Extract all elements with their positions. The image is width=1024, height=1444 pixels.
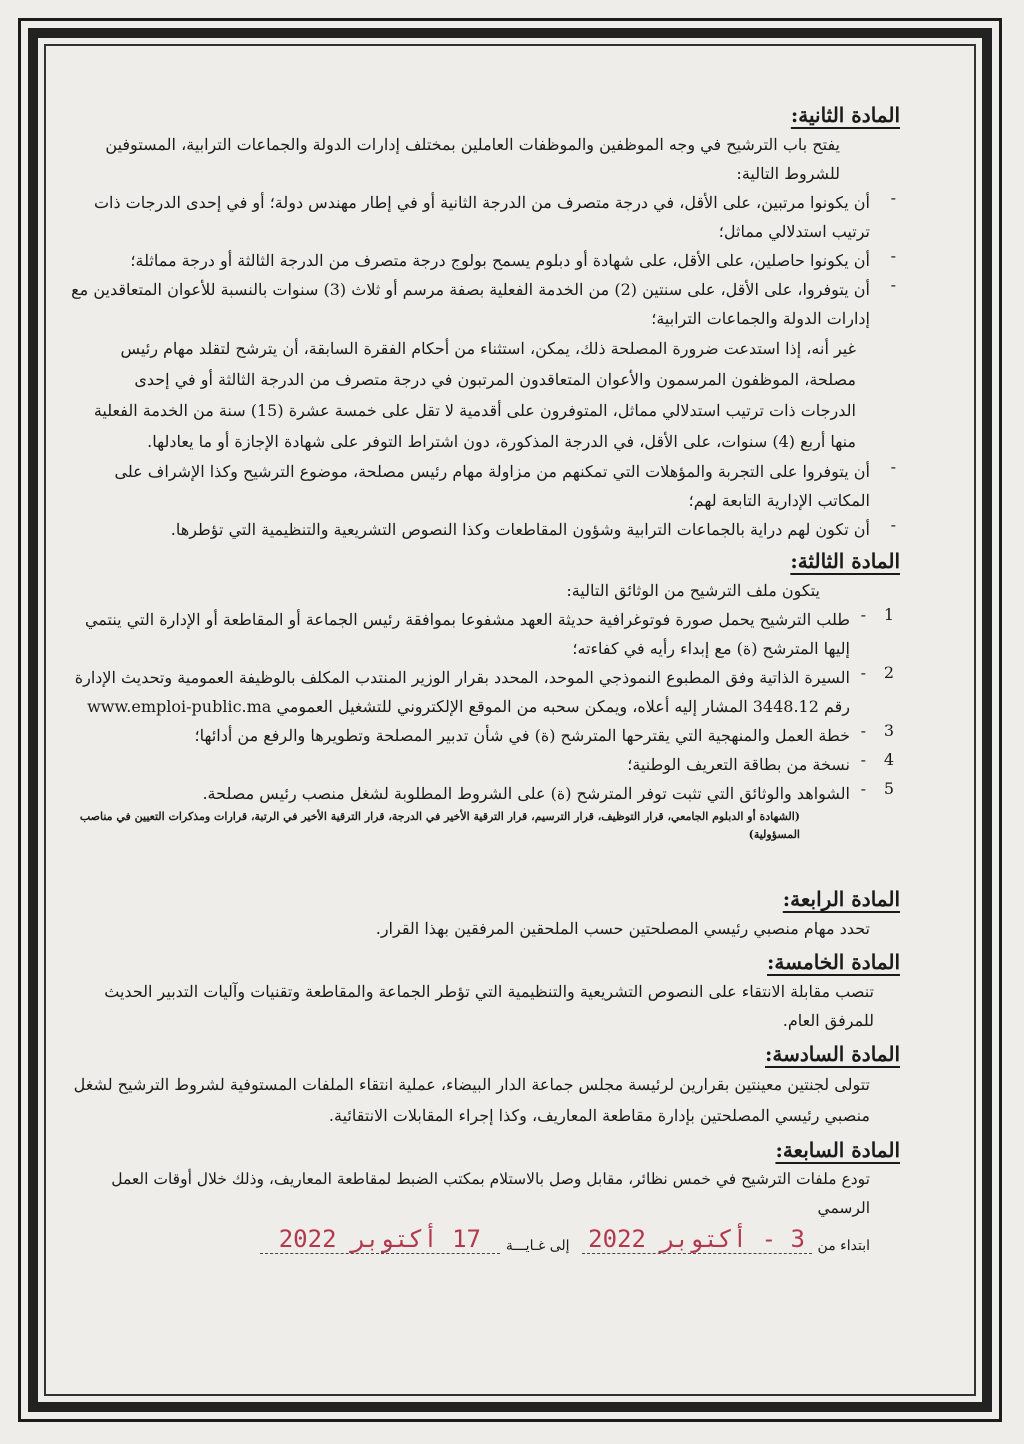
document-list-item: 4 - نسخة من بطاقة التعريف الوطنية؛	[627, 750, 894, 774]
to-date-line	[260, 1225, 500, 1254]
document-list-item: 1 - طلب الترشيح يحمل صورة فوتوغرافية حديثة العهد مشفوعا بموافقة رئيس الجماعة أو المقاطعة أو الإدارة التي ينتمي إليها المترشح (ة) مع إبداء رأيه في كفاءته؛	[84, 605, 894, 658]
article-3-note: (الشهادة أو الدبلوم الجامعي، قرار التوظيف، قرار الترسيم، قرار الترقية الأخير في الدرجة، قرار الترقية الأخير في الرتبة، قرارات ومذكرات التعيين في مناصب المسؤولية)	[79, 810, 800, 841]
article-2-exception: غير أنه، إذا استدعت ضرورة المصلحة ذلك، يمكن، استثناء من أحكام الفقرة السابقة، أن يترشح لتقلد مهام رئيس مصلحة، الموظفون المرسمون والأعوان المتعاقدون المرتبون في درجة متصرف من الدرجة الثالثة أو في إحدى الدرجات ذات ترتيب استدلالي مماثل، المتوفرون على أقدمية لا تقل على خمسة عشرة (15) سنة من الخدمة الفعلية منها أربع (4) سنوات، على الأقل، في الدرجة المذكورة، دون اشتراط التوفر على شهادة الإجازة أو ما يعادلها.	[93, 339, 856, 451]
article-6-text: تتولى لجنتين معينتين بقرارين لرئيسة مجلس جماعة الدار البيضاء، عملية انتقاء الملفات المستوفية لشروط الترشيح لشغل منصبي رئيسي المصلحتين بإدارة مقاطعة المعاريف، وكذا إجراء المقابلات الانتقائية.	[73, 1075, 870, 1125]
article-6-heading: المادة السادسة:	[764, 1042, 900, 1066]
document-list-item: 5 - الشواهد والوثائق التي تثبت توفر المترشح (ة) على الشروط المطلوبة لشغل منصب رئيس مصلحة.	[202, 779, 894, 803]
article-7-heading: المادة السابعة:	[775, 1138, 900, 1162]
dash-marker: -	[890, 275, 896, 294]
document-list-item: 2 - السيرة الذاتية وفق المطبوع النموذجي الموحد، المحدد بقرار الوزير المنتدب المكلف بالوظيفة العمومية وتحديث الإدارة رقم 3448.12 المشار إليه أعلاه، ويمكن سحبه من الموقع الإلكتروني للتشغيل العمومي www.emploi-public.ma	[74, 663, 894, 716]
document-content	[70, 96, 900, 1296]
from-date: 3 - أكتوبر 2022	[588, 1225, 805, 1253]
deposit-period	[70, 1225, 900, 1254]
article-4-text: تحدد مهام منصبي رئيسي المصلحتين حسب الملحقين المرفقين بهذا القرار.	[375, 919, 870, 938]
article-2-heading: المادة الثانية:	[790, 103, 900, 127]
dash-marker: -	[890, 188, 896, 207]
to-label: إلى غـايـــة	[505, 1238, 570, 1254]
article-2-condition: - أن يكونوا حاصلين، على الأقل، على شهادة أو دبلوم يسمح بولوج درجة متصرف من الدرجة الثالثة أو درجة مماثلة؛	[70, 246, 900, 275]
dash-marker: -	[890, 457, 896, 476]
article-2-condition: - أن يتوفروا على التجربة والمؤهلات التي تمكنهم من مزاولة مهام رئيس مصلحة، موضوع الترشيح وكذا الإشراف على المكاتب الإدارية التابعة لهم؛	[70, 457, 900, 515]
dash-marker: -	[890, 515, 896, 534]
from-date-line	[582, 1225, 812, 1254]
dash-marker: -	[890, 246, 896, 265]
article-5-heading: المادة الخامسة:	[767, 950, 900, 974]
article-3-heading: المادة الثالثة:	[790, 549, 900, 573]
article-4-heading: المادة الرابعة:	[782, 887, 900, 911]
article-3-intro: يتكون ملف الترشيح من الوثائق التالية:	[566, 581, 820, 600]
from-label: ابتداء من	[817, 1238, 870, 1254]
article-2-intro: يفتح باب الترشيح في وجه الموظفين والموظفات العاملين بمختلف إدارات الدولة والجماعات الترابية، المستوفين للشروط التالية:	[105, 135, 840, 183]
article-2-condition: - أن تكون لهم دراية بالجماعات الترابية وشؤون المقاطعات وكذا النصوص التشريعية والتنظيمية التي تؤطرها.	[70, 515, 900, 544]
to-date: 17 أكتوبر 2022	[278, 1225, 482, 1253]
article-2-condition: - أن يكونوا مرتبين، على الأقل، في درجة متصرف من الدرجة الثانية أو في إطار مهندس دولة؛ أو في إحدى الدرجات ذات ترتيب استدلالي مماثل؛	[70, 188, 900, 246]
article-7-text: تودع ملفات الترشيح في خمس نظائر، مقابل وصل بالاستلام بمكتب الضبط لمقاطعة المعاريف، وذلك خلال أوقات العمل الرسمي	[111, 1170, 870, 1217]
article-5-text: تنصب مقابلة الانتقاء على النصوص التشريعية والتنظيمية التي تؤطر الجماعة والمقاطعة وتقنيات وآليات التدبير الحديث للمرفق العام.	[104, 982, 874, 1030]
article-2-condition: - أن يتوفروا، على الأقل، على سنتين (2) من الخدمة الفعلية بصفة مرسم أو ثلاث (3) سنوات بالنسبة للأعوان المتعاقدين مع إدارات الدولة والجماعات الترابية؛	[70, 275, 900, 333]
document-list-item: 3 - خطة العمل والمنهجية التي يقترحها المترشح (ة) في شأن تدبير المصلحة وتطويرها والرفع من أدائها؛	[194, 721, 894, 745]
